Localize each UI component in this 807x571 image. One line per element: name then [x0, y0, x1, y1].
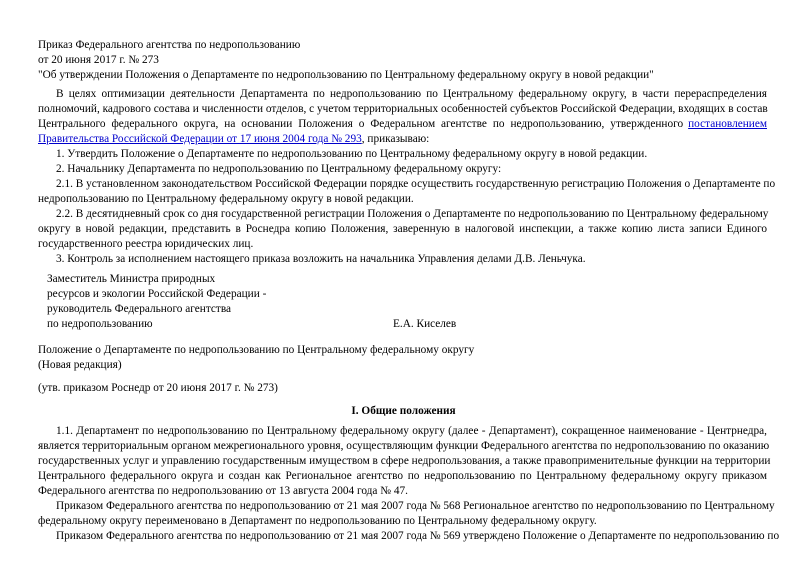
- signature-title-line1: Заместитель Министра природных: [47, 273, 216, 285]
- para-2-line2: федеральному округу переименовано в Департамент по недропользованию по Центральному федеральному округу.: [38, 515, 597, 527]
- signature-title-line4: по недропользованию: [47, 318, 153, 330]
- section-heading: I. Общие положения: [351, 405, 456, 417]
- appendix-approved: (утв. приказом Роснедр от 20 июня 2017 г. № 273): [38, 382, 278, 394]
- intro-line3: [38, 117, 767, 131]
- decree-link-part2[interactable]: Правительства Российской Федерации от 17 июня 2004 года № 293: [38, 133, 362, 145]
- intro-line4: [38, 132, 429, 146]
- para-1-1-line3: государственных услуг и управлению государственным имуществом в сфере недропользования, а также правоприменительные функции на территории: [38, 455, 771, 467]
- item-2: 2. Начальнику Департамента по недропользованию по Центральному федеральному округу:: [56, 163, 502, 175]
- item-2-1-line1: 2.1. В установленном законодательством Российской Федерации порядке осуществить государственную регистрацию Положения о Департаменте по: [56, 178, 776, 190]
- appendix-title: Положение о Департаменте по недропользованию по Центральному федеральному округу: [38, 344, 475, 356]
- decree-link-part1[interactable]: постановлением: [688, 118, 767, 130]
- intro-line4-tail: , приказываю:: [361, 133, 430, 145]
- item-2-2-line1: 2.2. В десятидневный срок со дня государственной регистрации Положения о Департаменте по недропользованию по Центральному федеральному: [56, 208, 769, 220]
- item-3: 3. Контроль за исполнением настоящего приказа возложить на начальника Управления делами Д.В. Леньчука.: [56, 253, 586, 265]
- signature-title-line2: ресурсов и экологии Российской Федерации -: [47, 288, 267, 300]
- order-title-line1: Приказ Федерального агентства по недропользованию: [38, 39, 301, 51]
- intro-line3-text: Центрального федерального округа, на основании Положения о Федеральном агентстве по недропользованию, утвержденного: [38, 118, 684, 130]
- order-subject: "Об утверждении Положения о Департаменте по недропользованию по Центральному федеральному округу в новой редакции": [38, 69, 654, 81]
- intro-line2: полномочий, кадрового состава и численности отделов, с учетом территориальных особенностей субъектов Российской Федерации, входящих в состав: [38, 103, 768, 115]
- item-2-2-line3: государственного реестра юридических лиц.: [38, 238, 254, 250]
- para-1-1-line2: является территориальным органом межрегионального уровня, осуществляющим функции Федерального агентства по недропользованию по оказанию: [38, 440, 770, 452]
- signature-title-line3: руководитель Федерального агентства: [47, 303, 232, 315]
- appendix-subtitle: (Новая редакция): [38, 359, 122, 371]
- intro-line1: В целях оптимизации деятельности Департамента по недропользованию по Центральному федеральному округу, в части перераспределения: [56, 88, 767, 100]
- para-1-1-line4: Центрального федерального округа и создан как Региональное агентство по недропользованию по Центральному федеральному округу приказом: [38, 470, 767, 482]
- para-1-1-line5: Федерального агентства по недропользованию от 13 августа 2004 года № 47.: [38, 485, 408, 497]
- item-2-2-line2: округу в новой редакции, представить в Роснедра копию Положения, заверенную в налоговой инспекции, а также копию листа записи Единого: [38, 223, 767, 235]
- item-1: 1. Утвердить Положение о Департаменте по недропользованию по Центральному федеральному округу в новой редакции.: [56, 148, 648, 160]
- order-date-number: от 20 июня 2017 г. № 273: [38, 54, 159, 66]
- item-2-1-line2: недропользованию по Центральному федеральному округу в новой редакции.: [38, 193, 414, 205]
- para-1-1-line1: 1.1. Департамент по недропользованию по Центральному федеральному округу (далее - Департамент), сокращенное наименование - Центрнедра,: [56, 425, 767, 437]
- para-3-line1: Приказом Федерального агентства по недропользованию от 21 мая 2007 года № 569 утверждено Положение о Департаменте по недропользованию по: [56, 530, 780, 542]
- para-2-line1: Приказом Федерального агентства по недропользованию от 21 мая 2007 года № 568 Региональное агентство по недропользованию по Центральному: [56, 500, 775, 512]
- signatory-name: Е.А. Киселев: [393, 318, 457, 330]
